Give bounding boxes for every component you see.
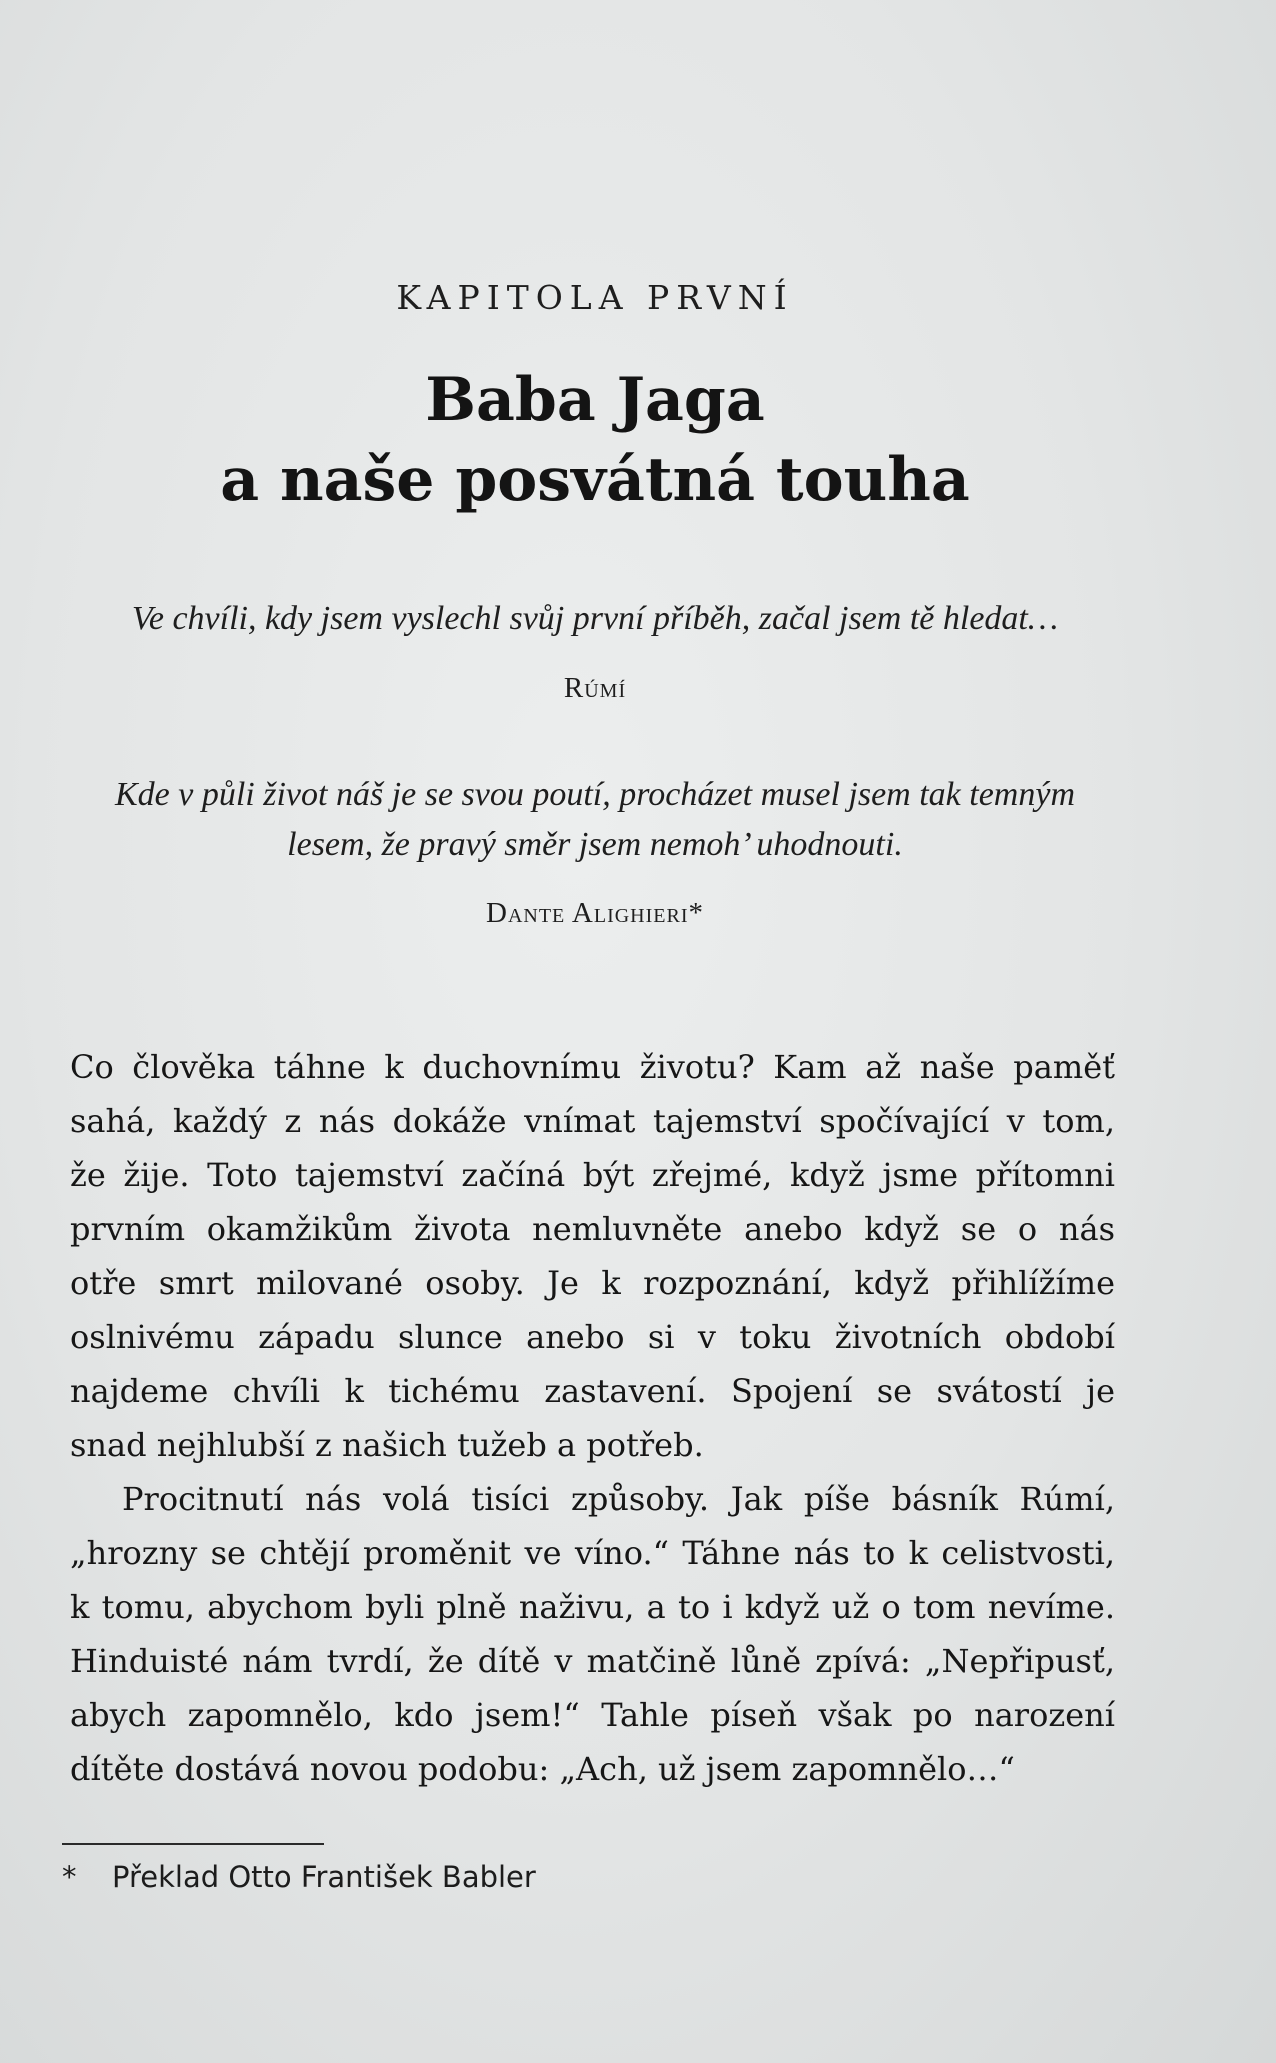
footnote-marker: * (62, 1860, 77, 1894)
body-line: „hrozny se chtějí proměnit ve víno.“ Táhne nás to k celistvosti, (70, 1534, 1115, 1572)
body-line: že žije. Toto tajemství začíná být zřejmé, když jsme přítomni (70, 1156, 1115, 1194)
body-line: k tomu, abychom byli plně naživu, a to i když už o tom nevíme. (70, 1588, 1115, 1626)
body-line: otře smrt milované osoby. Je k rozpoznání, když přihlížíme (70, 1264, 1115, 1302)
epigraph-line: Kde v půli život náš je se svou poutí, procházet musel jsem tak temným (114, 776, 1076, 813)
chapter-title-line: Baba Jaga (425, 365, 765, 435)
body-paragraph (70, 1472, 1115, 1796)
epigraph-line: Ve chvíli, kdy jsem vyslechl svůj první příběh, začal jsem tě hledat… (131, 600, 1059, 637)
footnote-text: Překlad Otto František Babler (112, 1860, 536, 1894)
body-paragraph (70, 1040, 1115, 1472)
body-line: Hinduisté nám tvrdí, že dítě v matčině lůně zpívá: „Nepřipusť, (70, 1642, 1115, 1680)
chapter-title-line: a naše posvátná touha (220, 445, 970, 515)
body-line: najdeme chvíli k tichému zastavení. Spojení se svátostí je (70, 1372, 1115, 1410)
body-line: sahá, každý z nás dokáže vnímat tajemství spočívající v tom, (70, 1102, 1115, 1140)
body-line: prvním okamžikům života nemluvněte anebo když se o nás (70, 1210, 1115, 1248)
epigraph-quote (80, 594, 1110, 644)
body-line: dítěte dostává novou podobu: „Ach, už jsem zapomnělo…“ (70, 1750, 1015, 1788)
chapter-label: KAPITOLA PRVNÍ (396, 278, 794, 317)
body-line: abych zapomnělo, kdo jsem!“ Tahle píseň však po narození (70, 1696, 1115, 1734)
epigraph-line: lesem, že pravý směr jsem nemoh’ uhodnouti. (287, 826, 903, 863)
epigraph-author: Dante Alighieri* (486, 897, 704, 929)
body-line: oslnivému západu slunce anebo si v toku životních období (70, 1318, 1115, 1356)
body-line: Co člověka táhne k duchovnímu životu? Kam až naše paměť (70, 1048, 1115, 1086)
footnote-divider (62, 1843, 324, 1845)
epigraph-author: Rúmí (563, 672, 627, 704)
epigraph-quote (80, 770, 1110, 870)
body-line: snad nejhlubší z našich tužeb a potřeb. (70, 1426, 704, 1464)
body-line: Procitnutí nás volá tisíci způsoby. Jak píše básník Rúmí, (122, 1480, 1115, 1518)
chapter-title (0, 360, 1190, 520)
footnote (62, 1860, 536, 1894)
